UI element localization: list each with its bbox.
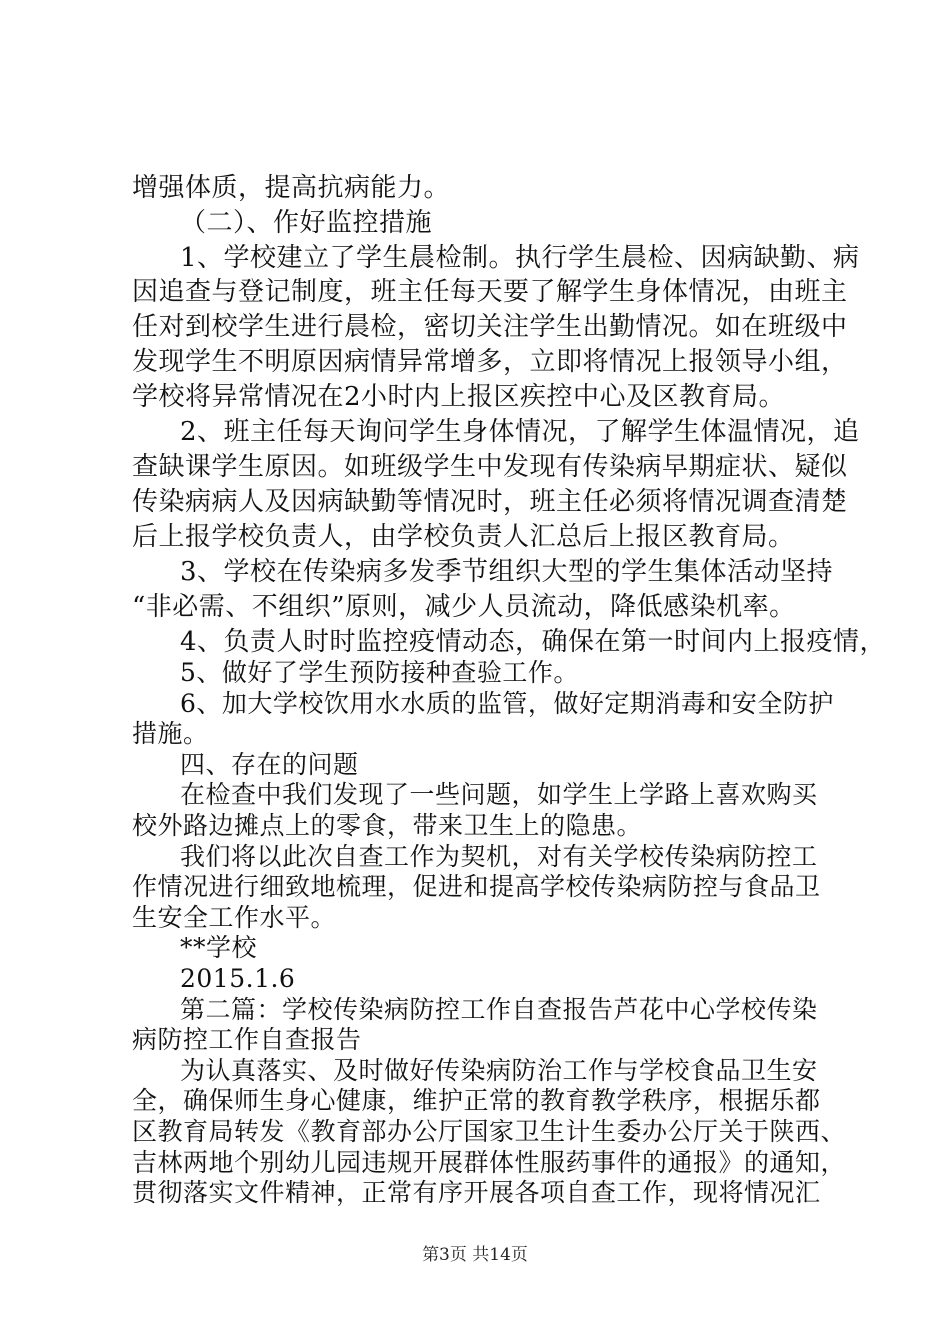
- text-line: 2、班主任每天询问学生身体情况，了解学生体温情况，追: [180, 417, 860, 447]
- text-line: 查缺课学生原因。如班级学生中发现有传染病早期症状、疑似: [132, 452, 848, 482]
- section-heading: （二）、作好监控措施: [180, 208, 433, 238]
- text-line: 5、做好了学生预防接种查验工作。: [180, 658, 579, 687]
- text-line: 生安全工作水平。: [132, 903, 337, 932]
- section-heading: 四、存在的问题: [180, 750, 359, 779]
- text-line: 任对到校学生进行晨检，密切关注学生出勤情况。如在班级中: [132, 312, 848, 342]
- text-line: 措施。: [132, 719, 209, 748]
- text-line: 3、学校在传染病多发季节组织大型的学生集体活动坚持: [180, 557, 834, 587]
- text-line: 作情况进行细致地梳理，促进和提高学校传染病防控与食品卫: [132, 872, 821, 901]
- text-line: 吉林两地个别幼儿园违规开展群体性服药事件的通报》的通知，: [132, 1148, 847, 1177]
- page-number: 第3页 共14页: [422, 1245, 528, 1265]
- text-line: 传染病病人及因病缺勤等情况时，班主任必须将情况调查清楚: [132, 487, 848, 517]
- text-line: 增强体质，提高抗病能力。: [132, 173, 451, 203]
- text-line: 发现学生不明原因病情异常增多，立即将情况上报领导小组，: [132, 347, 848, 377]
- text-line: 校外路边摊点上的零食，带来卫生上的隐患。: [132, 811, 643, 840]
- text-line: 为认真落实、及时做好传染病防治工作与学校食品卫生安: [180, 1056, 818, 1085]
- text-line: 我们将以此次自查工作为契机，对有关学校传染病防控工: [180, 842, 818, 871]
- text-line: 区教育局转发《教育部办公厅国家卫生计生委办公厅关于陕西、: [132, 1117, 847, 1146]
- text-line: 贯彻落实文件精神，正常有序开展各项自查工作，现将情况汇: [132, 1178, 821, 1207]
- text-line: 病防控工作自查报告: [132, 1025, 362, 1054]
- text-line: 后上报学校负责人，由学校负责人汇总后上报区教育局。: [132, 522, 795, 552]
- text-line: 在检查中我们发现了一些问题，如学生上学路上喜欢购买: [180, 780, 818, 809]
- text-line: 4、负责人时时监控疫情动态，确保在第一时间内上报疫情，: [180, 627, 887, 657]
- text-line: 学校将异常情况在2小时内上报区疾控中心及区教育局。: [132, 382, 786, 412]
- text-line: 1、学校建立了学生晨检制。执行学生晨检、因病缺勤、病: [180, 243, 860, 273]
- text-line: 第二篇：学校传染病防控工作自查报告芦花中心学校传染: [180, 995, 818, 1024]
- text-line: 全，确保师生身心健康，维护正常的教育教学秩序，根据乐都: [132, 1086, 821, 1115]
- text-line: 6、加大学校饮用水水质的监管，做好定期消毒和安全防护: [180, 689, 834, 718]
- text-line: 因追查与登记制度，班主任每天要了解学生身体情况，由班主: [132, 277, 848, 307]
- text-line: “非必需、不组织”原则，减少人员流动，降低感染机率。: [132, 592, 796, 622]
- signature-school: **学校: [180, 933, 258, 962]
- signature-date: 2015.1.6: [180, 964, 296, 993]
